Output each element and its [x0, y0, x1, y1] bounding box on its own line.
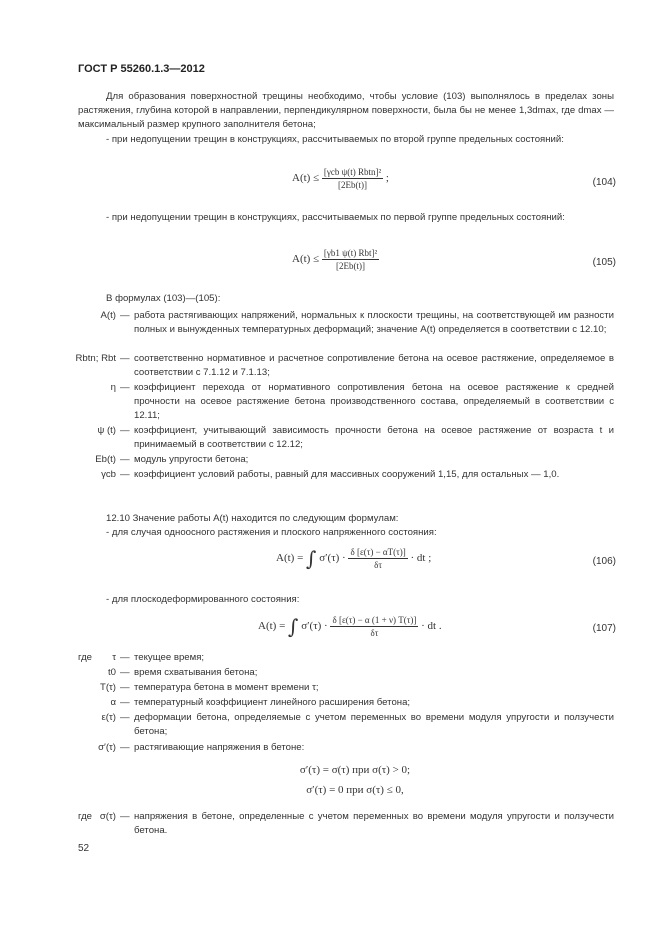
formula-107-tail: · dt .: [421, 620, 442, 633]
definition-symbol: Eb(t): [95, 454, 116, 465]
formula-105-numerator: [γb1 ψ(t) Rbt]²: [323, 248, 378, 258]
section-paragraph-3: - для плоскодеформированного состояния:: [106, 594, 300, 605]
definition-text: соответственно нормативное и расчетное сопротивление бетона на осевое растяжение, определяемое в соответствии с 7.1.12 и 7.1.13;: [134, 353, 614, 379]
definition-text: деформации бетона, определяемые с учетом переменных во времени модуля упругости и ползучести бетона;: [134, 712, 614, 738]
document-header: ГОСТ Р 55260.1.3—2012: [78, 63, 205, 75]
definition-text: работа растягивающих напряжений, нормальных к плоскости трещины, на соответствующей им разности полных и вынужденных температурных деформаций; значение A(t) определяется в соответствии с 12.10;: [134, 310, 614, 336]
formula-106-fraction: [348, 546, 407, 571]
definition-dash: —: [120, 310, 130, 321]
intro-paragraph-2: - при недопущении трещин в конструкциях, рассчитываемых по второй группе предельных состояний:: [106, 134, 564, 145]
definition-dash: —: [120, 667, 130, 678]
definition-symbol: ψ (t): [97, 425, 116, 436]
definition-dash: —: [120, 712, 130, 723]
definition-text: время схватывания бетона;: [134, 667, 258, 678]
integral-sign: ∫: [306, 546, 317, 571]
intro-paragraph-1: Для образования поверхностной трещины необходимо, чтобы условие (103) выполнялось в пределах зоны растяжения, глубина которой в направлении, перпендикулярном поверхности, была бы не менее 1,3dmax, где dmax — максимальный размер крупного заполнителя бетона;: [78, 91, 614, 131]
definition-text: температурный коэффициент линейного расширения бетона;: [134, 697, 411, 708]
definition-text: температура бетона в момент времени τ;: [134, 682, 319, 693]
intro-paragraph-4: В формулах (103)—(105):: [106, 293, 221, 304]
formula-104-lhs: A(t) ≤: [292, 172, 320, 185]
definition-symbol: T(τ): [99, 682, 116, 693]
formula-106-numerator: δ [ε(τ) − αT(τ)]: [350, 547, 406, 557]
definition-text: коэффициент, учитывающий зависимость прочности бетона на осевое растяжение от возраста t и принимаемый в соответствии с 12.12;: [134, 425, 614, 451]
definitions-list-3: [0, 810, 661, 842]
definition-symbol: γcb: [101, 469, 116, 480]
definition-dash: —: [120, 454, 130, 465]
definition-symbol: σ(τ): [99, 811, 116, 822]
formula-106-lhs: A(t) =: [276, 552, 304, 565]
definition-dash: —: [120, 425, 130, 436]
formula-104-tail: ;: [385, 172, 389, 185]
formula-104-fraction: [322, 166, 383, 191]
integral-sign: ∫: [288, 614, 299, 639]
definition-dash: —: [120, 382, 130, 393]
definition-text: напряжения в бетоне, определенные с учетом переменных во времени модуля упругости и ползучести бетона.: [134, 811, 614, 837]
formula-104-denominator: [2Eb(t)]: [338, 180, 368, 190]
formula-107: [258, 614, 442, 639]
formula-106-denominator: δτ: [374, 560, 383, 570]
definition-dash: —: [120, 652, 130, 663]
definition-text: растягивающие напряжения в бетоне:: [134, 742, 305, 753]
definition-text: модуль упругости бетона;: [134, 454, 249, 465]
formula-105-fraction: [322, 247, 379, 272]
definition-symbol: σ′(τ): [98, 742, 116, 753]
formula-105-number: (105): [592, 257, 616, 268]
definition-symbol: A(t): [100, 310, 116, 321]
definition-dash: —: [120, 697, 130, 708]
definition-dash: —: [120, 353, 130, 364]
formula-105-lhs: A(t) ≤: [292, 253, 320, 266]
definitions-list-1: [0, 309, 661, 499]
formula-107-fraction: [330, 614, 418, 639]
definition-dash: —: [120, 682, 130, 693]
page-number: 52: [78, 843, 90, 854]
formula-106-body: σ′(τ) ·: [319, 552, 346, 565]
definitions-list-2: [0, 651, 661, 761]
definition-dash: —: [120, 742, 130, 753]
formula-105-denominator: [2Eb(t)]: [336, 261, 366, 271]
formula-106-tail: · dt ;: [410, 552, 432, 565]
formula-107-lhs: A(t) =: [258, 620, 286, 633]
definition-text: коэффициент условий работы, равный для массивных сооружений 1,15, для остальных — 1,0.: [134, 469, 560, 480]
formula-104: [292, 166, 389, 191]
condition-positive: σ′(τ) = σ(τ) при σ(τ) > 0;: [299, 764, 411, 776]
formula-107-number: (107): [592, 623, 616, 634]
formula-104-numerator: [γcb ψ(t) Rbtn]²: [323, 167, 382, 177]
section-paragraph-2: - для случая одноосного растяжения и плоского напряженного состояния:: [106, 527, 437, 538]
definition-prefix: где: [78, 811, 93, 822]
formula-105: [292, 247, 379, 272]
formula-106: [276, 546, 431, 571]
formula-104-number: (104): [592, 177, 616, 188]
definition-dash: —: [120, 469, 130, 480]
intro-paragraph-3: - при недопущении трещин в конструкциях, рассчитываемых по первой группе предельных состояний:: [106, 212, 565, 223]
formula-107-denominator: δτ: [370, 628, 379, 638]
section-12-10-heading: 12.10 Значение работы A(t) находится по следующим формулам:: [106, 513, 399, 524]
definition-symbol: Rbtn; Rbt: [75, 353, 116, 364]
definition-text: коэффициент перехода от нормативного сопротивления бетона на осевое растяжение к средней прочности на осевое растяжение бетона производственного состава, определяемый в соответствии с 12.11;: [134, 382, 614, 422]
definition-symbol: τ: [112, 652, 116, 663]
definition-prefix: где: [78, 652, 93, 663]
definition-symbol: η: [110, 382, 116, 393]
definition-symbol: t0: [107, 667, 116, 678]
formula-107-body: σ′(τ) ·: [301, 620, 328, 633]
definition-dash: —: [120, 811, 130, 822]
definition-symbol: α: [110, 697, 116, 708]
formula-106-number: (106): [592, 556, 616, 567]
definition-text: текущее время;: [134, 652, 205, 663]
formula-107-numerator: δ [ε(τ) − α (1 + ν) T(τ)]: [332, 615, 417, 625]
condition-nonpositive: σ′(τ) = 0 при σ(τ) ≤ 0,: [306, 784, 404, 796]
definition-symbol: ε(τ): [101, 712, 116, 723]
